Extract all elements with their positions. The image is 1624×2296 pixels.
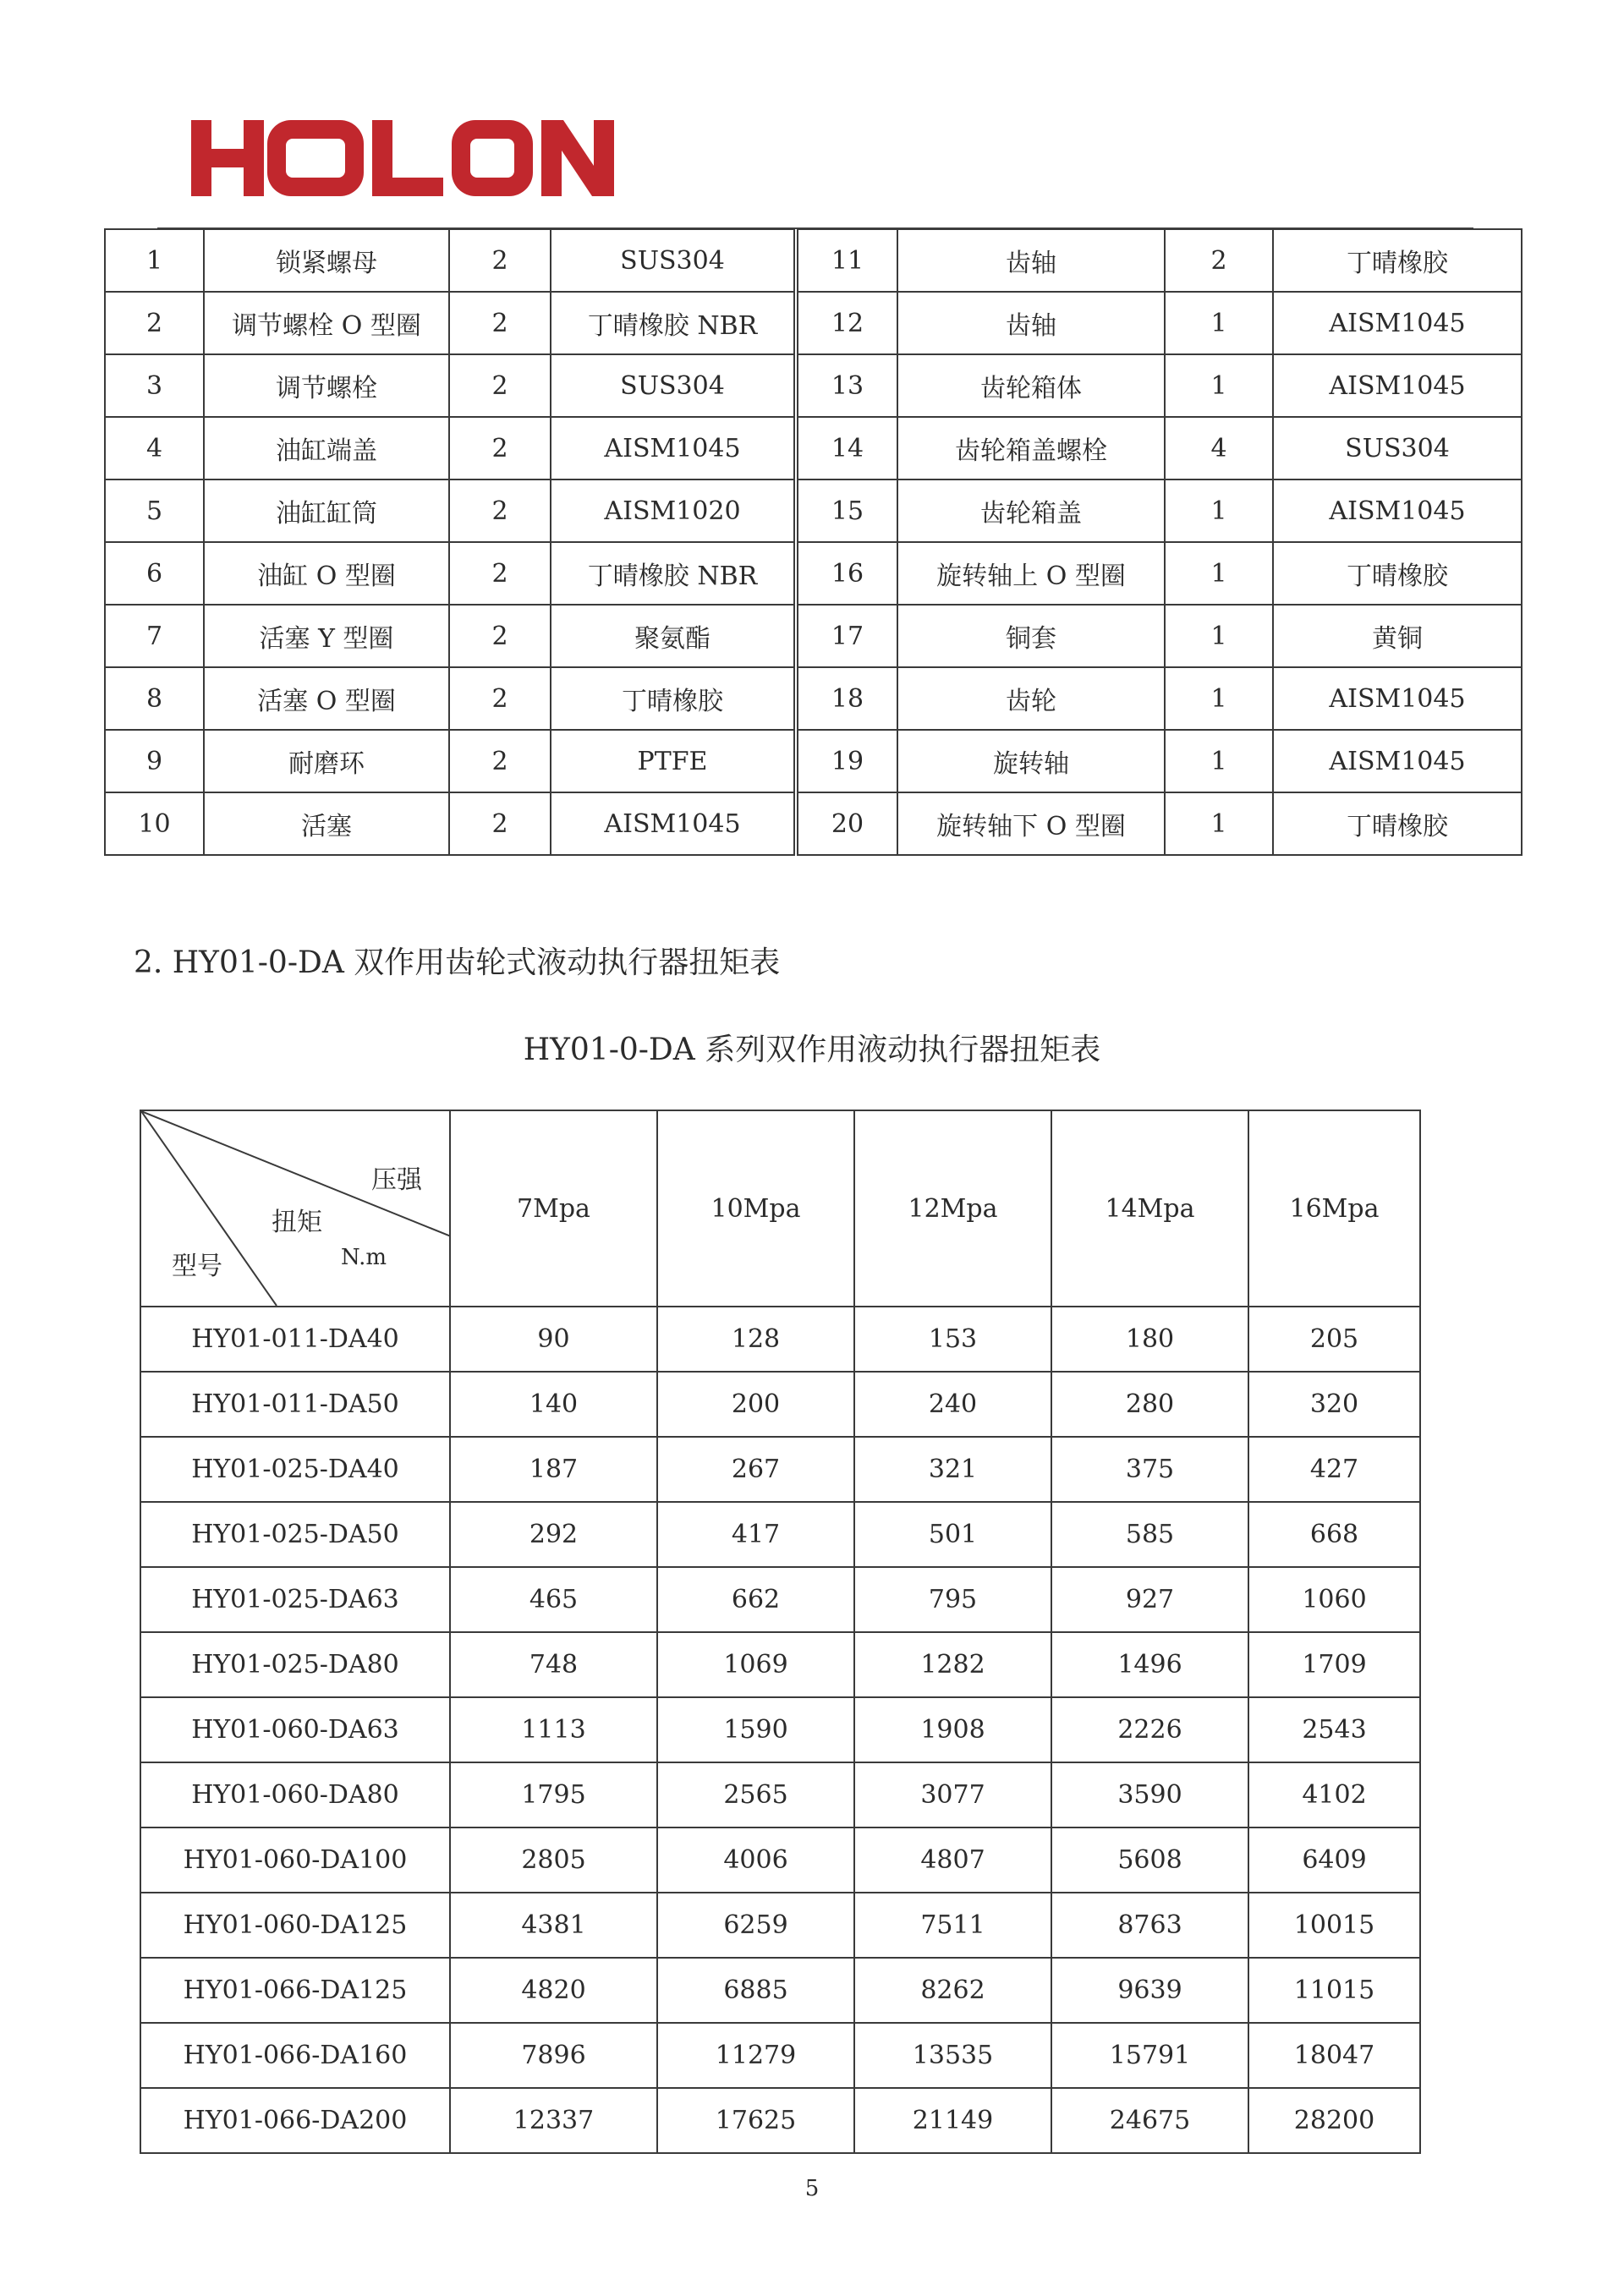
torque-value-cell: 24675 xyxy=(1051,2088,1248,2153)
table-row xyxy=(140,1437,1420,1502)
table-row xyxy=(105,605,1522,667)
table-cell: 2 xyxy=(449,605,551,667)
table-cell: 丁晴橡胶 xyxy=(1273,542,1522,605)
torque-value-cell: 375 xyxy=(1051,1437,1248,1502)
corner-pressure-label: 压强 xyxy=(371,1165,422,1195)
torque-value-cell: 427 xyxy=(1248,1437,1420,1502)
torque-value-cell: 8262 xyxy=(854,1958,1051,2023)
torque-value-cell: 6409 xyxy=(1248,1827,1420,1893)
page-number: 5 xyxy=(804,2176,820,2201)
table-row xyxy=(140,1502,1420,1567)
torque-value-cell: 7896 xyxy=(450,2023,657,2088)
model-cell: HY01-060-DA125 xyxy=(140,1893,450,1958)
corner-header xyxy=(140,1110,450,1307)
table-cell: AISM1045 xyxy=(551,417,796,479)
table-cell: 7 xyxy=(105,605,204,667)
table-cell: AISM1045 xyxy=(1273,292,1522,354)
table-cell: 锁紧螺母 xyxy=(204,229,449,292)
torque-value-cell: 292 xyxy=(450,1502,657,1567)
table-cell: 齿轮箱盖 xyxy=(897,479,1165,542)
torque-value-cell: 2543 xyxy=(1248,1697,1420,1762)
torque-value-cell: 205 xyxy=(1248,1307,1420,1372)
table-row xyxy=(105,667,1522,730)
table-cell: SUS304 xyxy=(551,354,796,417)
table-row xyxy=(140,1307,1420,1372)
table-cell: 丁晴橡胶 NBR xyxy=(551,542,796,605)
table-row xyxy=(140,1632,1420,1697)
table-cell: 12 xyxy=(796,292,897,354)
torque-value-cell: 11279 xyxy=(657,2023,854,2088)
table-cell: 2 xyxy=(449,667,551,730)
torque-value-cell: 1496 xyxy=(1051,1632,1248,1697)
table-cell: 黄铜 xyxy=(1273,605,1522,667)
torque-value-cell: 200 xyxy=(657,1372,854,1437)
torque-value-cell: 3590 xyxy=(1051,1762,1248,1827)
torque-value-cell: 153 xyxy=(854,1307,1051,1372)
table-cell: 耐磨环 xyxy=(204,730,449,792)
table-cell: 2 xyxy=(449,229,551,292)
torque-value-cell: 5608 xyxy=(1051,1827,1248,1893)
torque-value-cell: 748 xyxy=(450,1632,657,1697)
torque-value-cell: 501 xyxy=(854,1502,1051,1567)
table-cell: 丁晴橡胶 xyxy=(1273,229,1522,292)
torque-value-cell: 140 xyxy=(450,1372,657,1437)
corner-torque-label: 扭矩 xyxy=(272,1208,322,1237)
table-cell: 活塞 O 型圈 xyxy=(204,667,449,730)
table-cell: 1 xyxy=(105,229,204,292)
table-row xyxy=(105,417,1522,479)
model-cell: HY01-025-DA40 xyxy=(140,1437,450,1502)
table-cell: 铜套 xyxy=(897,605,1165,667)
torque-value-cell: 4381 xyxy=(450,1893,657,1958)
table-cell: AISM1045 xyxy=(1273,479,1522,542)
torque-value-cell: 18047 xyxy=(1248,2023,1420,2088)
table-row xyxy=(105,292,1522,354)
table-row xyxy=(140,1762,1420,1827)
table-cell: 1 xyxy=(1165,730,1273,792)
table-cell: 14 xyxy=(796,417,897,479)
torque-value-cell: 13535 xyxy=(854,2023,1051,2088)
torque-value-cell: 465 xyxy=(450,1567,657,1632)
table-cell: 活塞 xyxy=(204,792,449,855)
table-row xyxy=(140,1567,1420,1632)
table-row xyxy=(105,542,1522,605)
table-cell: 13 xyxy=(796,354,897,417)
table-cell: 4 xyxy=(105,417,204,479)
model-cell: HY01-060-DA100 xyxy=(140,1827,450,1893)
torque-value-cell: 240 xyxy=(854,1372,1051,1437)
table-row xyxy=(105,730,1522,792)
model-cell: HY01-025-DA80 xyxy=(140,1632,450,1697)
torque-value-cell: 1908 xyxy=(854,1697,1051,1762)
table-cell: 2 xyxy=(449,417,551,479)
torque-value-cell: 1709 xyxy=(1248,1632,1420,1697)
model-cell: HY01-011-DA40 xyxy=(140,1307,450,1372)
table-cell: 2 xyxy=(449,354,551,417)
table-row xyxy=(140,1697,1420,1762)
torque-value-cell: 2565 xyxy=(657,1762,854,1827)
table-cell: 18 xyxy=(796,667,897,730)
torque-value-cell: 280 xyxy=(1051,1372,1248,1437)
torque-table xyxy=(140,1110,1421,2154)
torque-value-cell: 128 xyxy=(657,1307,854,1372)
torque-value-cell: 2805 xyxy=(450,1827,657,1893)
table-cell: 5 xyxy=(105,479,204,542)
table-cell: 8 xyxy=(105,667,204,730)
torque-value-cell: 7511 xyxy=(854,1893,1051,1958)
table-cell: 6 xyxy=(105,542,204,605)
table-cell: AISM1020 xyxy=(551,479,796,542)
model-cell: HY01-066-DA125 xyxy=(140,1958,450,2023)
table-cell: AISM1045 xyxy=(551,792,796,855)
torque-value-cell: 1060 xyxy=(1248,1567,1420,1632)
table-cell: 活塞 Y 型圈 xyxy=(204,605,449,667)
table-cell: 油缸缸筒 xyxy=(204,479,449,542)
corner-unit-label: N.m xyxy=(341,1245,387,1270)
table-cell: 丁晴橡胶 xyxy=(1273,792,1522,855)
torque-value-cell: 267 xyxy=(657,1437,854,1502)
torque-value-cell: 4807 xyxy=(854,1827,1051,1893)
torque-value-cell: 6885 xyxy=(657,1958,854,2023)
table-cell: 齿轮 xyxy=(897,667,1165,730)
torque-value-cell: 585 xyxy=(1051,1502,1248,1567)
torque-value-cell: 6259 xyxy=(657,1893,854,1958)
table-cell: 1 xyxy=(1165,354,1273,417)
torque-value-cell: 662 xyxy=(657,1567,854,1632)
table-cell: SUS304 xyxy=(1273,417,1522,479)
section-title: 2. HY01-0-DA 双作用齿轮式液动执行器扭矩表 xyxy=(134,945,781,980)
torque-value-cell: 1282 xyxy=(854,1632,1051,1697)
table-cell: SUS304 xyxy=(551,229,796,292)
table-row xyxy=(140,2088,1420,2153)
table-cell: 16 xyxy=(796,542,897,605)
torque-value-cell: 668 xyxy=(1248,1502,1420,1567)
table-cell: 1 xyxy=(1165,292,1273,354)
table-cell: 2 xyxy=(449,730,551,792)
torque-value-cell: 321 xyxy=(854,1437,1051,1502)
torque-value-cell: 21149 xyxy=(854,2088,1051,2153)
table-cell: 2 xyxy=(449,292,551,354)
table-cell: 19 xyxy=(796,730,897,792)
torque-table-title: HY01-0-DA 系列双作用液动执行器扭矩表 xyxy=(523,1033,1101,1067)
table-cell: 1 xyxy=(1165,792,1273,855)
table-cell: 齿轮箱盖螺栓 xyxy=(897,417,1165,479)
table-cell: 20 xyxy=(796,792,897,855)
table-row xyxy=(105,479,1522,542)
column-header: 14Mpa xyxy=(1051,1110,1248,1307)
table-cell: 1 xyxy=(1165,605,1273,667)
torque-value-cell: 417 xyxy=(657,1502,854,1567)
table-cell: 2 xyxy=(449,792,551,855)
table-cell: 3 xyxy=(105,354,204,417)
table-cell: AISM1045 xyxy=(1273,730,1522,792)
model-cell: HY01-025-DA63 xyxy=(140,1567,450,1632)
column-header: 10Mpa xyxy=(657,1110,854,1307)
model-cell: HY01-011-DA50 xyxy=(140,1372,450,1437)
table-cell: 2 xyxy=(105,292,204,354)
table-cell: 1 xyxy=(1165,542,1273,605)
table-row xyxy=(140,1893,1420,1958)
table-row xyxy=(140,1827,1420,1893)
table-row xyxy=(105,354,1522,417)
table-cell: PTFE xyxy=(551,730,796,792)
table-cell: 旋转轴下 O 型圈 xyxy=(897,792,1165,855)
table-cell: 2 xyxy=(449,542,551,605)
table-cell: 齿轮箱体 xyxy=(897,354,1165,417)
table-cell: 丁晴橡胶 NBR xyxy=(551,292,796,354)
table-cell: 11 xyxy=(796,229,897,292)
torque-value-cell: 11015 xyxy=(1248,1958,1420,2023)
table-cell: AISM1045 xyxy=(1273,667,1522,730)
model-cell: HY01-060-DA63 xyxy=(140,1697,450,1762)
torque-value-cell: 187 xyxy=(450,1437,657,1502)
torque-value-cell: 90 xyxy=(450,1307,657,1372)
table-row xyxy=(105,229,1522,292)
parts-table xyxy=(104,228,1522,856)
holon-logo xyxy=(191,120,614,205)
table-cell: 丁晴橡胶 xyxy=(551,667,796,730)
table-cell: 1 xyxy=(1165,479,1273,542)
torque-value-cell: 4006 xyxy=(657,1827,854,1893)
table-cell: 4 xyxy=(1165,417,1273,479)
torque-value-cell: 927 xyxy=(1051,1567,1248,1632)
torque-value-cell: 10015 xyxy=(1248,1893,1420,1958)
torque-value-cell: 180 xyxy=(1051,1307,1248,1372)
table-cell: 调节螺栓 xyxy=(204,354,449,417)
table-cell: 旋转轴上 O 型圈 xyxy=(897,542,1165,605)
column-header: 7Mpa xyxy=(450,1110,657,1307)
column-header: 12Mpa xyxy=(854,1110,1051,1307)
table-cell: 2 xyxy=(449,479,551,542)
torque-value-cell: 3077 xyxy=(854,1762,1051,1827)
torque-value-cell: 15791 xyxy=(1051,2023,1248,2088)
torque-value-cell: 1795 xyxy=(450,1762,657,1827)
table-cell: 聚氨酯 xyxy=(551,605,796,667)
torque-value-cell: 320 xyxy=(1248,1372,1420,1437)
torque-value-cell: 4820 xyxy=(450,1958,657,2023)
table-cell: 9 xyxy=(105,730,204,792)
torque-value-cell: 8763 xyxy=(1051,1893,1248,1958)
column-header: 16Mpa xyxy=(1248,1110,1420,1307)
table-row xyxy=(105,792,1522,855)
torque-value-cell: 4102 xyxy=(1248,1762,1420,1827)
model-cell: HY01-060-DA80 xyxy=(140,1762,450,1827)
table-cell: 1 xyxy=(1165,667,1273,730)
model-cell: HY01-025-DA50 xyxy=(140,1502,450,1567)
model-cell: HY01-066-DA200 xyxy=(140,2088,450,2153)
table-cell: 17 xyxy=(796,605,897,667)
torque-value-cell: 17625 xyxy=(657,2088,854,2153)
torque-value-cell: 2226 xyxy=(1051,1697,1248,1762)
table-cell: 齿轴 xyxy=(897,292,1165,354)
table-row xyxy=(140,1372,1420,1437)
table-row xyxy=(140,1958,1420,2023)
torque-value-cell: 9639 xyxy=(1051,1958,1248,2023)
torque-value-cell: 1590 xyxy=(657,1697,854,1762)
table-cell: 2 xyxy=(1165,229,1273,292)
table-row xyxy=(140,2023,1420,2088)
table-cell: 油缸端盖 xyxy=(204,417,449,479)
torque-value-cell: 795 xyxy=(854,1567,1051,1632)
torque-value-cell: 1069 xyxy=(657,1632,854,1697)
torque-value-cell: 28200 xyxy=(1248,2088,1420,2153)
torque-value-cell: 1113 xyxy=(450,1697,657,1762)
table-cell: 10 xyxy=(105,792,204,855)
corner-model-label: 型号 xyxy=(172,1252,222,1281)
table-cell: 齿轴 xyxy=(897,229,1165,292)
torque-value-cell: 12337 xyxy=(450,2088,657,2153)
table-cell: 调节螺栓 O 型圈 xyxy=(204,292,449,354)
table-cell: 油缸 O 型圈 xyxy=(204,542,449,605)
table-cell: 旋转轴 xyxy=(897,730,1165,792)
model-cell: HY01-066-DA160 xyxy=(140,2023,450,2088)
table-cell: AISM1045 xyxy=(1273,354,1522,417)
table-cell: 15 xyxy=(796,479,897,542)
